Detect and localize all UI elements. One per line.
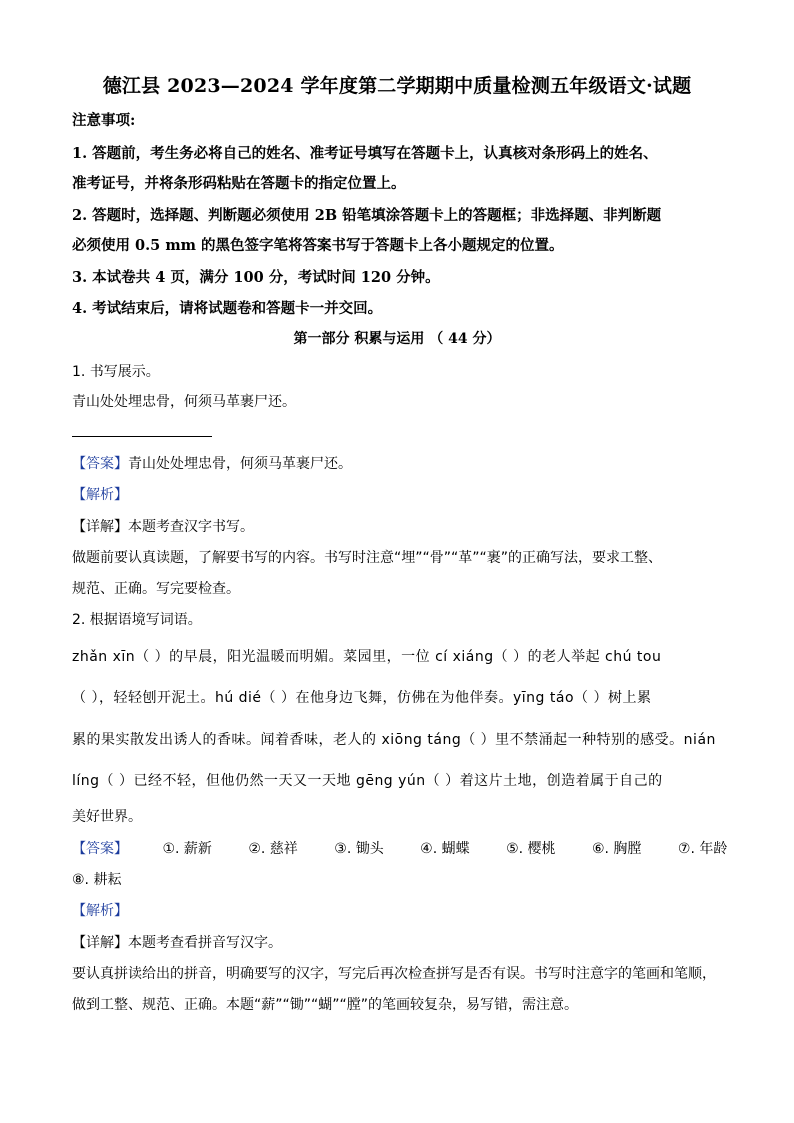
question-1-answer xyxy=(72,453,352,473)
notice-line: 准考证号，并将条形码粘贴在答题卡的指定位置上。 xyxy=(72,175,406,192)
notice-heading: 注意事项: xyxy=(72,112,136,129)
answer-tag: 【答案】 xyxy=(72,841,128,857)
detail-tag: 【详解】 xyxy=(72,519,128,535)
question-1-stem: 1. 书写展示。 xyxy=(72,364,160,380)
explain-line: 做题前要认真读题，了解要书写的内容。书写时注意“埋”“骨”“革”“裹”的正确写法，要求工整、 xyxy=(72,550,663,566)
passage-line: líng（ ）已经不轻，但他仍然一天又一天地 gēng yún（ ）着这片土地，创造着属于自己的 xyxy=(72,773,663,789)
notice-line: 1. 答题前，考生务必将自己的姓名、准考证号填写在答题卡上，认真核对条形码上的姓名、 xyxy=(72,145,658,162)
answer-item: ⑤. 樱桃 xyxy=(506,841,556,857)
answer-item: ①. 薪新 xyxy=(162,841,212,857)
question-1-text: 青山处处埋忠骨，何须马革裹尸还。 xyxy=(72,394,296,410)
question-2-stem: 2. 根据语境写词语。 xyxy=(72,612,202,628)
notice-line: 必须使用 0.5 mm 的黑色签字笔将答案书写于答题卡上各小题规定的位置。 xyxy=(72,237,564,254)
notice-line: 3. 本试卷共 4 页，满分 100 分，考试时间 120 分钟。 xyxy=(72,269,440,286)
question-2-detail xyxy=(72,932,282,952)
answer-item: ⑦. 年龄 xyxy=(677,841,728,857)
section-heading: 第一部分 积累与运用 （ 44 分） xyxy=(293,331,501,347)
answer-tag: 【答案】 xyxy=(72,456,128,472)
notice-line: 2. 答题时，选择题、判断题必须使用 2B 铅笔填涂答题卡上的答题框；非选择题、非判断题 xyxy=(72,207,662,224)
exam-title: 德江县 2023—2024 学年度第二学期期中质量检测五年级语文·试题 xyxy=(102,75,692,97)
analysis-tag: 【解析】 xyxy=(72,903,128,919)
answer-line xyxy=(72,436,212,437)
notice-line: 4. 考试结束后，请将试题卷和答题卡一并交回。 xyxy=(72,300,383,317)
passage-line: （ ），轻轻刨开泥土。hú dié（ ）在他身边飞舞，仿佛在为他伴奏。yīng táo（ ）树上累 xyxy=(72,690,652,706)
detail-text: 本题考查看拼音写汉字。 xyxy=(128,935,282,951)
explain-line: 做到工整、规范、正确。本题“薪”“锄”“蝴”“膛”的笔画较复杂，易写错，需注意。 xyxy=(72,997,579,1013)
detail-tag: 【详解】 xyxy=(72,935,128,951)
answer-item: ④. 蝴蝶 xyxy=(420,841,470,857)
passage-line: zhǎn xīn（ ）的早晨，阳光温暖而明媚。菜园里，一位 cí xiáng（ ）的老人举起 chú tou xyxy=(72,649,662,665)
explain-line: 规范、正确。写完要检查。 xyxy=(72,581,240,597)
explain-line: 要认真拼读给出的拼音，明确要写的汉字，写完后再次检查拼写是否有误。书写时注意字的笔画和笔顺， xyxy=(72,966,716,982)
passage-line: 累的果实散发出诱人的香味。闻着香味，老人的 xiōng táng（ ）里不禁涌起一种特别的感受。nián xyxy=(72,732,716,748)
answer-item: ⑧. 耕耘 xyxy=(72,872,122,888)
analysis-tag: 【解析】 xyxy=(72,487,128,503)
answer-item: ⑥. 胸膛 xyxy=(591,841,642,857)
detail-text: 本题考查汉字书写。 xyxy=(128,519,254,535)
answer-item: ③. 锄头 xyxy=(334,841,384,857)
answer-text: 青山处处埋忠骨，何须马革裹尸还。 xyxy=(128,456,352,472)
question-1-detail xyxy=(72,516,254,536)
passage-line: 美好世界。 xyxy=(72,809,142,825)
answer-item: ②. 慈祥 xyxy=(248,841,298,857)
question-2-answer xyxy=(72,838,727,858)
